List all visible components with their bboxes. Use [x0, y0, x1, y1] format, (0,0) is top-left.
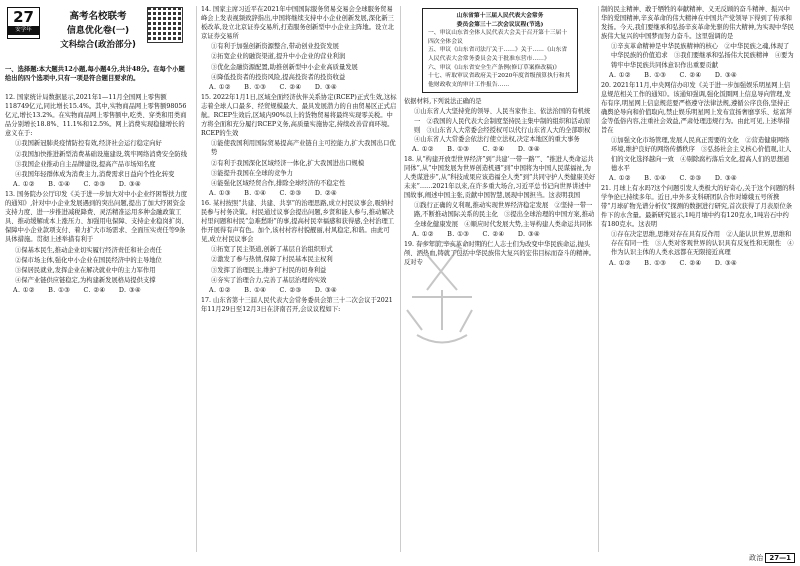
- section-instructions: 一、选择题:本大题共12小题,每小题4分,共计48分。在每个小题给出的四个选项中,只有一项是符合题目要求的。: [5, 66, 185, 83]
- agenda-notice-box: [422, 8, 578, 93]
- question-stem: 21. 月球上有水吗?这个问题引发人类极大的好奇心,关于这个问题的科学争论已持续多年。近日,中外多支科研团队合作对嫦娥五号所携带“月球矿物光谱分析仪”探测的数据进行研究,首次获得了月表原位条件下的水含量。最新研究显示,1吨月壤中约有120克水,1吨岩石中约有180克水。这表明: [601, 184, 795, 229]
- agenda-line: 六、审议《山东省安全生产条例(修订草案修改稿)》: [428, 64, 561, 71]
- exam-subtitle: 信息优化卷(一): [66, 26, 130, 36]
- option-statement: ②我国加快推进新型消费基础设施建设,筑牢网络消费安全防线: [15, 150, 188, 158]
- questions-col-3: [404, 97, 596, 267]
- option-statement: ④我国年轻群体成为消费主力,消费需求日益向个性化转变: [15, 170, 175, 178]
- option-statement: ①山东省人大坚持党的领导、人民当家作主、依法治国的有机统一 ②我国的人民代表大会制度坚持民主集中制的组织和活动原则 ③山东省人大常委会经授权可以代行山东省人大的全部职权 ④山东省人大常委会依法行使立法权,决定本地区的重大事务: [414, 108, 597, 143]
- exam-title: 高考名校联考: [69, 11, 127, 22]
- question-stem: 12. 国家统计局数据显示,2021年1—11月全国网上零售额118749亿元,同比增长15.4%。其中,实物商品网上零售额98056亿元,增长13.2%。在实物商品网上零售额中,吃类、穿类和用类商品分别增长18.8%、11.1%和12.5%。网上消费实现稳健增长的意义在于:: [5, 94, 187, 138]
- question-stem: 13. 国务院办公厅印发《关于进一步加大对中小企业纾困帮扶力度的通知》,针对中小企业发展遇到的突出问题,提出了加大纾困资金支持力度、进一步推进减税降费、灵活精准运用多种金融政策工具、推动缓解成本上涨压力、加强用电保障、支持企业稳岗扩岗、保障中小企业款项支付、着力扩大市场需求、全面压实责任等9条具体措施。贯彻上述举措有利于: [5, 190, 188, 244]
- option-statement: ②有利于我国深化区域经济一体化,扩大我国进出口规模: [211, 159, 365, 167]
- questions-col-4: [601, 5, 795, 268]
- column-3: [404, 5, 596, 268]
- volume-number: 27: [13, 8, 34, 26]
- option-statement: ①拓宽了民主渠道,创新了基层自治组织形式: [211, 246, 333, 254]
- column-4: [601, 5, 795, 269]
- option-statement: ①存在决定思维,思维对存在具有反作用 ②人能认识世界,思维和存在有同一性 ③人类对客观世界的认识具有反复性和无限性 ④作为认识主体的人类永远都在无限接近真理: [611, 231, 794, 257]
- option-statement: ③发挥了治理民主,维护了村民的切身利益: [211, 266, 327, 274]
- option-statement: ①辛亥革命精神是中华民族精神的核心 ②中华民族之魂,体现了中华民族的价值追求 ③我们要继承和弘扬伟大民族精神 ④要为铸牢中华民族共同体意识作出重要贡献: [611, 43, 794, 69]
- question-stem: 依据材料,下列说法正确的是: [404, 98, 482, 106]
- question-stem: 17. 山东省第十三届人民代表大会常务委员会第三十二次会议于2021年11月29日至12月3日在济南召开,会议议程如下:: [201, 296, 393, 313]
- question-stem: 14. 国家主席习近平在2021年中国国际服务贸易交易会全球服务贸易峰会上发表视频致辞指出,中国将继续支持中小企业创新发展,深化新三板改革,设立北京证券交易所,打造服务创新型中小企业主阵地。设立北京证券交易所: [201, 6, 394, 41]
- qr-code-icon: [147, 7, 183, 43]
- column-1: [5, 5, 189, 296]
- answer-options: A. ①③ B. ①④ C. ②③ D. ②④: [209, 189, 337, 197]
- questions-col-2: [201, 5, 397, 314]
- agenda-line: 五、审议《山东省司法厅关于……》关于……《山东省人民代表大会常务委员会关于批准东营市……》: [428, 47, 568, 62]
- answer-options: A. ①② B. ①④ C. ②③ D. ③④: [609, 174, 737, 182]
- exam-title-block: [43, 9, 153, 52]
- option-statement: ③能提升我国在全球的竞争力: [211, 169, 293, 177]
- option-statement: ④保产业链供应链稳定,为构建新发展格局提供支撑: [15, 276, 156, 284]
- option-statement: ④能强化区域经贸合作,排除全球经济的不稳定性: [211, 179, 346, 187]
- option-statement: ②拓宽企业的融资渠道,提升中小企业的营业利润: [211, 53, 346, 61]
- option-statement: ①加强文化市场管理,发展人民真正需要的文化 ②营造健康网络环境,维护良好的网络传播秩序 ③弘扬社会主义核心价值观,让人们的文化选择越向一致 ④剔除腐朽落后文化,提高人们的思想道德水平: [611, 137, 792, 172]
- option-statement: ②保市场主体,强化中小企业在国民经济中的主导地位: [15, 256, 162, 264]
- question-stem: 20. 2021年11月,中央网信办印发《关于进一步加强娱乐明星网上信息规范相关工作的通知》。该通知强调,强化饭圈网上信息导向管理,发布有序,明星网上信息规范要严格遵守法律法规,遵循公序良俗,坚持正确舆论导向和价值取向,禁止娱乐明星网上发布宣扬奢靡享乐、炫富拜金等低俗内容,注重社会效益,严肃处理违规行为。由此可见,上述举措旨在: [601, 81, 792, 135]
- column-2: [201, 5, 397, 315]
- footer-subject: 政治: [749, 553, 764, 562]
- agenda-line: 十七、听取审议省政府关于2020年度省级预算执行和其他财政收支的审计工作报告……: [428, 73, 571, 88]
- option-statement: ③保居民就业,发挥企业在解决就业中的主力军作用: [15, 266, 156, 274]
- answer-options: A. ①② B. ①③ C. ②④ D. ③④: [412, 145, 540, 153]
- answer-options: A. ①② B. ①③ C. ②④ D. ③④: [13, 286, 141, 294]
- answer-options: A. ①② B. ①③ C. ②④ D. ③④: [609, 71, 737, 79]
- page-footer: [749, 554, 795, 563]
- option-statement: ①保基本民生,推动企业切实履行经济责任和社会责任: [15, 246, 162, 254]
- answer-options: A. ①② B. ①④ C. ②③ D. ③④: [209, 286, 337, 294]
- agenda-title-1: 山东省第十三届人民代表大会常务: [456, 13, 544, 19]
- option-statement: ③优化金融资源配置,助推创新型中小企业高质量发展: [211, 63, 358, 71]
- agenda-title-2: 委员会第三十二次会议议程(节选): [456, 21, 544, 28]
- option-statement: ①践行正确的义利观,推动实现世界经济稳定发展 ②坚持一带一路,不断推动国际关系的民主化 ③提出全球治理的中国方案,推动全球化健康发展 ④顺应时代发展大势,主导构建人类命运共同体: [414, 202, 595, 228]
- question-stem: 19. 有多年前,辛亥革命时期的仁人志士们为改变中华民族命运,抛头颅、洒热血,铸就了包括中华民族伟大复兴的宏伟目标而奋斗的精神。反对专: [404, 240, 595, 266]
- question-stem: 制的民主精神、敢于牺牲的奉献精神、义无反顾的奋斗精神、振兴中华的爱国精神,辛亥革命的伟大精神在中国共产党领导下得到了传承和发扬。今天,我们要继承和弘扬辛亥革命先驱的伟大精神,为实现中华民族伟大复兴的中国梦而努力奋斗。这里强调的是: [601, 6, 794, 41]
- volume-badge: [7, 7, 40, 39]
- page-number: 27—1: [765, 553, 795, 563]
- answer-options: A. ①② B. ①③ C. ②④ D. ③④: [209, 83, 337, 91]
- answer-options: A. ①② B. ①③ C. ②④ D. ③④: [609, 259, 737, 267]
- option-statement: ①有利于加强创新资源整合,带动创业投资发展: [211, 43, 339, 51]
- questions-col-1: [5, 93, 189, 295]
- agenda-line: 一、审议山东省全体人民代表大会关于召开第十三届十四次全体会议: [428, 30, 568, 45]
- option-statement: ②激发了参与热情,保障了村民基本民主权利: [211, 256, 333, 264]
- option-statement: ①我国新冠肺炎疫情防控有效,经济社会运行稳定向好: [15, 140, 162, 148]
- answer-options: A. ①② B. ①④ C. ②③ D. ③④: [13, 180, 141, 188]
- option-statement: ④降低投资者的投资风险,提高投资者的投资收益: [211, 73, 346, 81]
- question-stem: 16. 某村按照“共建、共建、共享”的治理思路,成立村民议事会,吸纳村民参与村务决策。村民通过议事会提出问题,乡贤和能人参与,推动解决村里问题和村民“急难愁盼”的事,提高村民幸福感和获得感,全村治理工作开展得有声有色。加个,该村村容村貌靓丽,村风稳定,和谐。由此可见,成立村民议事会: [201, 199, 395, 244]
- question-stem: 18. 从“构建开放型世界经济”到“共建‘一带一路’”、“推进人类命运共同体”,从“中国发展为世界创造机遇”到“中国将为中国人民谋福祉,为人类谋进步”,从“科技成果应该造福全人类”到“共同守护人类健康美好未来”……2021年以来,在许多重大场合,习近平总书记向世界讲述中国故事,阐述中国主张,贡献中国智慧,展现中国担当。这表明我国: [404, 155, 596, 200]
- option-statement: ④夯实了治理合力,完善了基层治理的实效: [211, 276, 327, 284]
- answer-options: A. ①② B. ①③ C. ②④ D. ③④: [412, 230, 540, 238]
- option-statement: ③我国企业推动自主品牌建设,提高产品市场知名度: [15, 160, 156, 168]
- question-stem: 15. 2022年1月1日,区域全面经济伙伴关系协定(RCEP)正式生效,这标志着全球人口最多、经贸规模最大、最具发展潜力的自由贸易区正式启航。RCEP生效后,区域内90%以上的货物贸易将最终实现零关税。中方将全面和充分履行RCEP义务,高质量实施协定,持续改善营商环境。RCEP的生效: [201, 93, 397, 138]
- option-statement: ①能使我国利用国际贸易提高产业链自主可控能力,扩大我国出口优势: [211, 140, 396, 157]
- exam-subject: 文科综合(政治部分): [60, 40, 136, 50]
- exam-header: [5, 5, 189, 93]
- volume-label: 安学年: [8, 26, 39, 35]
